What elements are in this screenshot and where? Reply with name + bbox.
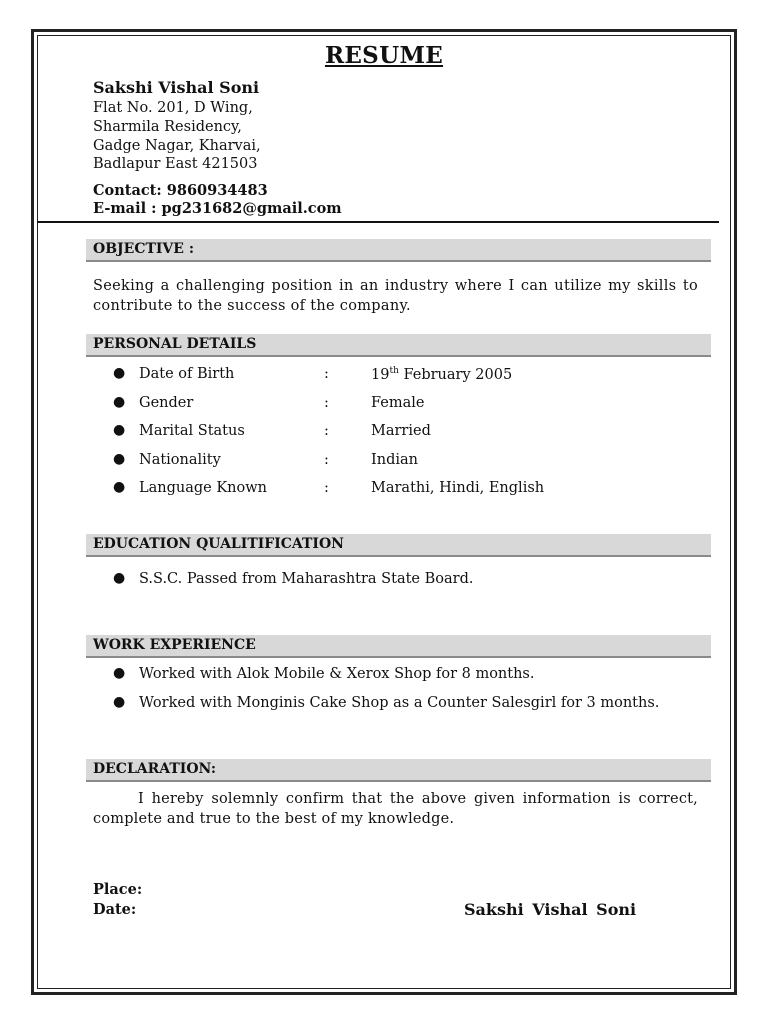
bullet-icon: ● [113,422,126,438]
date-label: Date: [93,901,137,918]
resume-title: RESUME [324,42,444,69]
work-experience-heading: WORK EXPERIENCE [93,637,256,653]
nationality-value: Indian [371,452,418,468]
personal-details-heading: PERSONAL DETAILS [93,336,257,352]
objective-heading-bar [86,239,711,262]
education-heading: EDUCATION QUALITIFICATION [93,536,344,552]
place-label: Place: [93,881,143,898]
bullet-icon: ● [113,365,126,381]
bullet-icon: ● [113,479,126,495]
bullet-icon: ● [113,394,126,410]
address-line-2: Sharmila Residency, [93,119,242,135]
bullet-icon: ● [113,694,126,710]
education-heading-bar [86,534,711,557]
bullet-icon: ● [113,570,126,586]
separator: : [324,395,329,411]
header-divider [37,221,719,223]
objective-text: Seeking a challenging position in an industry where I can utilize my skills to contribute to the success of the company. [93,278,698,314]
personal-details-heading-bar [86,334,711,357]
work-experience-heading-bar [86,635,711,658]
bullet-icon: ● [113,451,126,467]
candidate-name: Sakshi Vishal Soni [93,78,260,97]
work-item: Worked with Monginis Cake Shop as a Counter Salesgirl for 3 months. [139,695,660,711]
address-line-3: Gadge Nagar, Kharvai, [93,138,261,154]
dob-label: Date of Birth [139,366,235,382]
work-item: Worked with Alok Mobile & Xerox Shop for 8 months. [139,666,535,682]
declaration-text: I hereby solemnly confirm that the above given information is correct, complete and true to the best of my knowledge. [93,791,698,827]
contact-number: Contact: 9860934483 [93,182,268,199]
education-item: S.S.C. Passed from Maharashtra State Board. [139,571,474,587]
separator: : [324,366,329,382]
signature-name: Sakshi Vishal Soni [464,900,637,919]
marital-status-label: Marital Status [139,423,245,439]
page-border-inner [37,35,731,989]
bullet-icon: ● [113,665,126,681]
declaration-heading-bar [86,759,711,782]
separator: : [324,423,329,439]
language-label: Language Known [139,480,268,496]
gender-value: Female [371,395,425,411]
language-value: Marathi, Hindi, English [371,480,545,496]
email-address: E-mail : pg231682@gmail.com [93,200,342,217]
dob-value: 19th February 2005 [371,366,513,383]
address-line-1: Flat No. 201, D Wing, [93,100,253,116]
objective-heading: OBJECTIVE : [93,241,195,257]
address-line-4: Badlapur East 421503 [93,156,258,172]
gender-label: Gender [139,395,194,411]
declaration-heading: DECLARATION: [93,761,217,777]
separator: : [324,480,329,496]
marital-status-value: Married [371,423,431,439]
separator: : [324,452,329,468]
nationality-label: Nationality [139,452,221,468]
